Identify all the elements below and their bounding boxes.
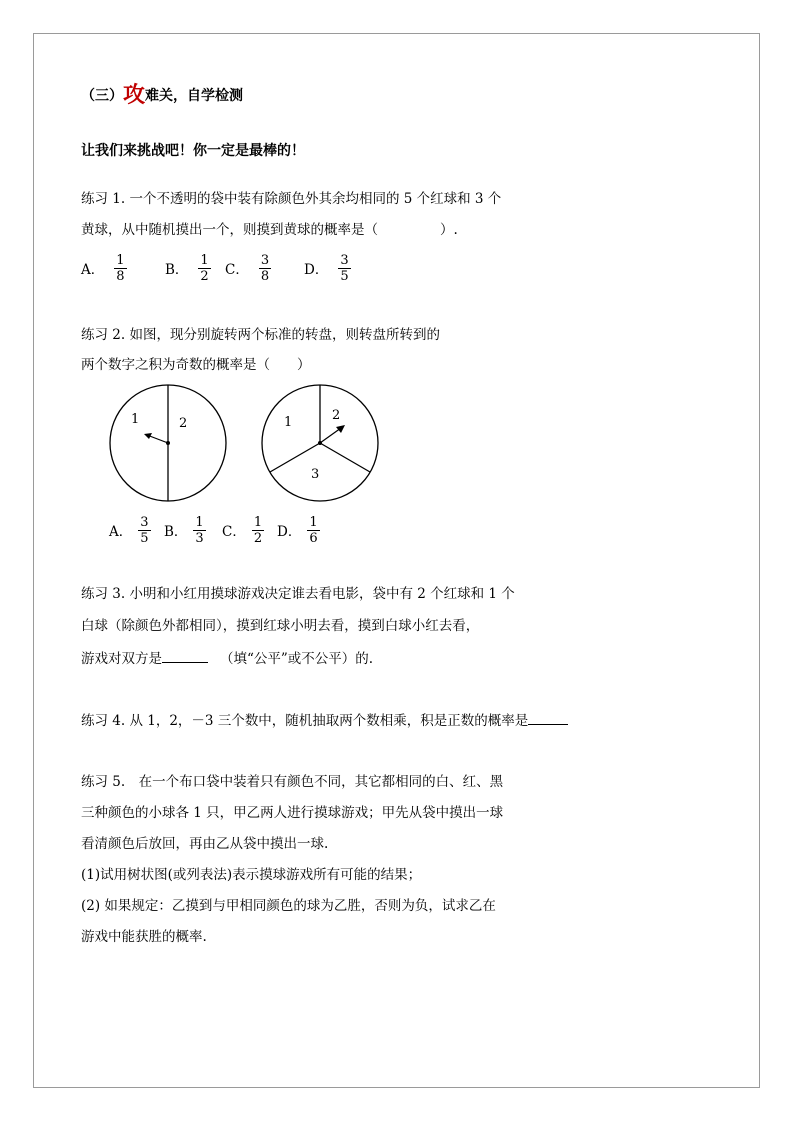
ex3-line3 — [81, 648, 373, 668]
ex3-line2: 白球（除颜色外都相同），摸到红球小明去看，摸到白球小红去看， — [81, 618, 480, 634]
denominator: 8 — [116, 268, 125, 284]
ex2-option-a[interactable] — [109, 510, 151, 550]
ex1-option-b[interactable] — [165, 248, 211, 288]
fraction — [252, 515, 264, 546]
ex3-line1: 练习 3. 小明和小红用摸球游戏决定谁去看电影，袋中有 2 个红球和 1 个 — [81, 586, 515, 602]
heading-prefix: （三） — [81, 88, 123, 104]
ex2-option-d[interactable] — [277, 510, 320, 550]
numerator: 1 — [200, 252, 209, 268]
ex2-line2: 两个数字之积为奇数的概率是（ ） — [81, 357, 311, 373]
spinners-figure — [100, 380, 400, 510]
option-label: D． — [277, 524, 302, 540]
answer-blank[interactable] — [528, 710, 568, 725]
ex1-option-c[interactable] — [225, 248, 271, 288]
ex1-question-end: ）. — [440, 222, 458, 238]
ex2-option-c[interactable] — [222, 510, 264, 550]
numerator: 1 — [195, 514, 204, 530]
denominator: 5 — [340, 268, 349, 284]
spinner-1 — [110, 385, 226, 501]
ex4-question: 练习 4. 从 1，2，－3 三个数中，随机抽取两个数相乘，积是正数的概率是 — [81, 713, 529, 729]
heading-highlight-char: 攻 — [123, 82, 146, 108]
option-label: C． — [225, 262, 249, 278]
option-label: B． — [165, 262, 189, 278]
denominator: 2 — [253, 530, 263, 546]
spinner-2-center — [318, 441, 322, 445]
denominator: 3 — [195, 530, 204, 546]
spinner-2-pointer — [320, 428, 341, 443]
fraction — [307, 515, 319, 546]
spinner-2 — [262, 385, 378, 501]
ex4-line1 — [81, 710, 568, 730]
motto: 让我们来挑战吧！你一定是最棒的！ — [81, 143, 305, 159]
numerator: 1 — [309, 514, 318, 530]
ex1-option-a[interactable] — [81, 248, 127, 288]
numerator: 1 — [253, 514, 263, 530]
ex1-line1: 练习 1. 一个不透明的袋中装有除颜色外其余均相同的 5 个红球和 3 个 — [81, 191, 502, 207]
option-label: D． — [304, 262, 329, 278]
numerator: 3 — [340, 252, 349, 268]
ex1-option-d[interactable] — [304, 248, 351, 288]
answer-blank[interactable] — [162, 648, 208, 663]
ex2-option-b[interactable] — [164, 510, 206, 550]
ex1-question: 黄球，从中随机摸出一个，则摸到黄球的概率是（ — [81, 222, 378, 238]
section-heading — [81, 82, 244, 108]
ex3-question: 游戏对双方是 — [81, 651, 162, 667]
ex3-question-end: （填“公平”或不公平）的. — [220, 651, 374, 667]
fraction — [193, 515, 205, 546]
spinner-2-label-2: 2 — [332, 408, 341, 423]
option-label: C． — [222, 524, 246, 540]
denominator: 5 — [140, 530, 149, 546]
spinner-2-divider-3 — [320, 443, 370, 472]
numerator: 1 — [116, 252, 125, 268]
heading-rest: 难关，自学检测 — [145, 88, 244, 104]
fraction — [138, 515, 150, 546]
ex5-line6: 游戏中能获胜的概率. — [81, 929, 207, 945]
denominator: 8 — [260, 268, 270, 284]
spinner-1-center — [166, 441, 170, 445]
option-label: B． — [164, 524, 188, 540]
ex5-line2: 三种颜色的小球各 1 只，甲乙两人进行摸球游戏；甲先从袋中摸出一球 — [81, 805, 504, 821]
denominator: 6 — [309, 530, 318, 546]
ex5-line3: 看清颜色后放回，再由乙从袋中摸出一球. — [81, 836, 329, 852]
fraction — [114, 253, 126, 284]
option-label: A． — [81, 262, 105, 278]
arrow-icon — [336, 425, 345, 433]
option-label: A． — [109, 524, 133, 540]
spinner-1-label-1: 1 — [131, 412, 140, 427]
ex5-line1: 练习 5. 在一个布口袋中装着只有颜色不同，其它都相同的白、红、黑 — [81, 774, 504, 790]
spinner-1-label-2: 2 — [179, 416, 188, 431]
fraction — [338, 253, 350, 284]
fraction — [198, 253, 210, 284]
ex1-line2 — [81, 221, 458, 239]
numerator: 3 — [260, 252, 270, 268]
ex5-line4: (1)试用树状图(或列表法)表示摸球游戏所有可能的结果； — [81, 867, 422, 883]
fraction — [259, 253, 271, 284]
spinner-2-label-3: 3 — [311, 467, 320, 482]
denominator: 2 — [200, 268, 209, 284]
spinner-2-label-1: 1 — [284, 415, 293, 430]
numerator: 3 — [140, 514, 149, 530]
ex2-line1: 练习 2. 如图，现分别旋转两个标准的转盘，则转盘所转到的 — [81, 327, 440, 343]
ex5-line5: (2) 如果规定：乙摸到与甲相同颜色的球为乙胜，否则为负，试求乙在 — [81, 898, 496, 914]
